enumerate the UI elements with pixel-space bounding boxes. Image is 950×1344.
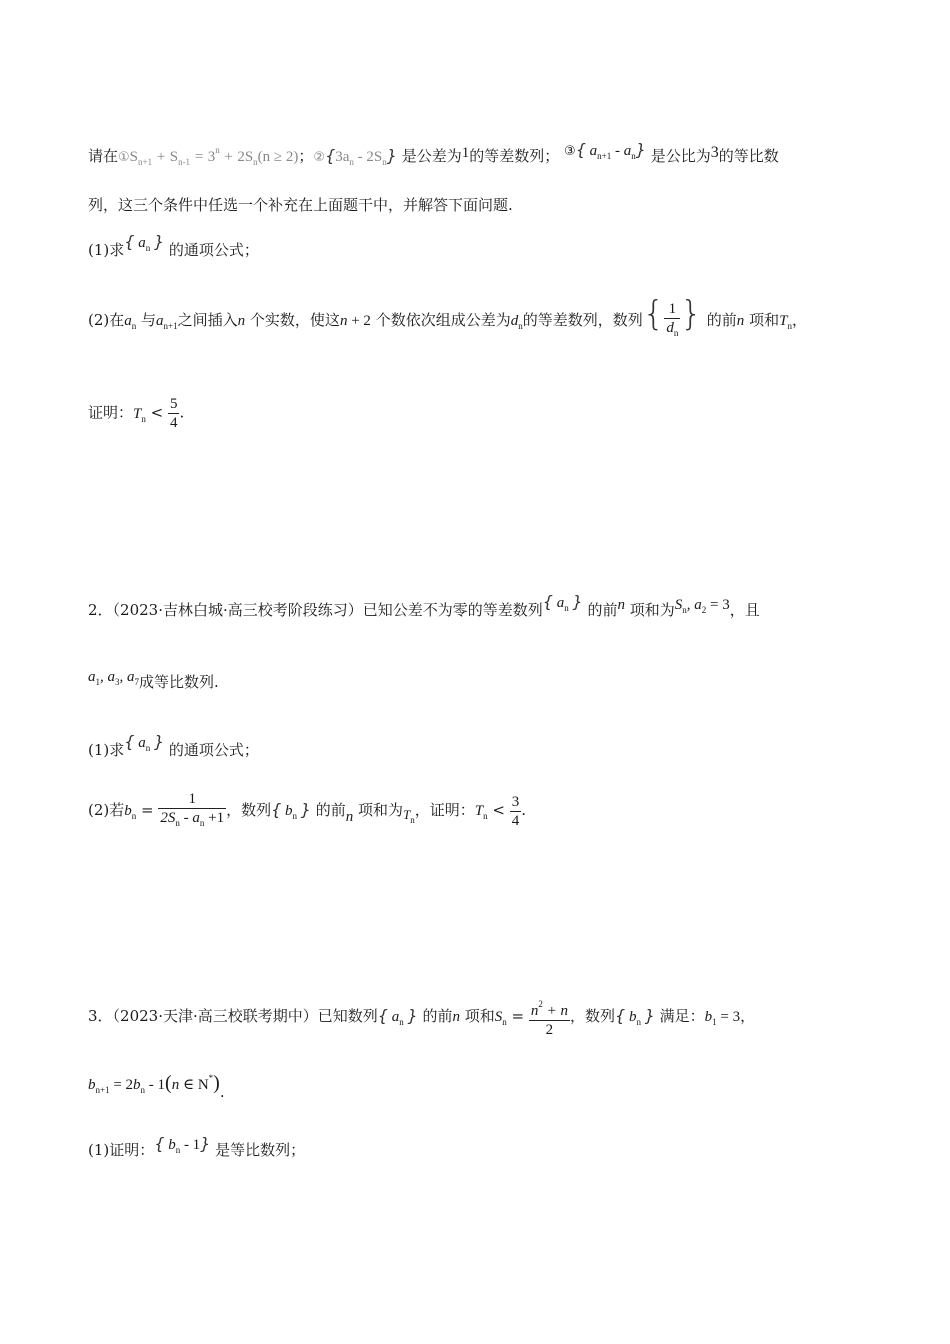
text: 的前 bbox=[587, 601, 618, 619]
source: （2023·吉林白城·高三校考阶段练习） bbox=[112, 601, 363, 619]
text: 的前 bbox=[315, 801, 346, 819]
text: 项和 bbox=[464, 1007, 495, 1025]
text: ，数列 bbox=[569, 1007, 615, 1025]
text: 的前 bbox=[706, 311, 737, 329]
text: ， bbox=[791, 311, 807, 329]
text: ， bbox=[740, 1007, 756, 1025]
text: 是公比为 bbox=[650, 147, 711, 165]
p3-line2: $b_{n+1} = 2b_n - 1(n$ ∈ N*). bbox=[88, 1072, 225, 1101]
text: 项和 bbox=[749, 311, 780, 329]
text: 请在 bbox=[88, 147, 119, 165]
text: 项和为 bbox=[629, 601, 675, 619]
problem-number: 3． bbox=[88, 1007, 113, 1025]
text: 的等差数列，数列 bbox=[522, 311, 643, 329]
p1-q1: (1)求{ $a_n$ } 的通项公式； bbox=[88, 232, 259, 259]
circled-1: ① bbox=[118, 150, 130, 165]
fraction: $\frac{3}{4}$ bbox=[511, 793, 520, 829]
fraction: $\frac{1}{d_n}$ bbox=[666, 301, 679, 338]
text: 的前 bbox=[422, 1007, 453, 1025]
text: 之间插入 bbox=[177, 311, 238, 329]
text: (1)求 bbox=[88, 741, 125, 759]
num: 1 bbox=[461, 145, 470, 161]
text: ，数列 bbox=[226, 801, 272, 819]
fraction: $\frac{5}{4}$ bbox=[169, 396, 178, 431]
text: ，且 bbox=[729, 601, 760, 619]
text: 的等差数列； bbox=[469, 147, 560, 165]
source: （2023·天津·高三校联考期中） bbox=[112, 1007, 318, 1025]
text: 已知公差不为零的等差数列 bbox=[362, 601, 543, 619]
p1-proof: 证明：$T_n$ < $\frac{5}{4}$ . bbox=[88, 396, 185, 431]
p3-stem: 3．（2023·天津·高三校联考期中）已知数列{ $a_n$ } 的前n 项和$S_n$ = $\frac{n^2 + n}{2}$ ，数列{ $b_n$ } 满足：$b_1 = 3$， bbox=[88, 995, 755, 1035]
text: (1)求 bbox=[88, 241, 125, 259]
text: 个数依次组成公差为 bbox=[375, 311, 511, 329]
text: 证明： bbox=[88, 403, 134, 422]
condition-1: $①S_{n+1} + S_{n-1} = 3^n + 2S_n(n \ge 2)$ bbox=[118, 145, 299, 167]
text: 是公差为 bbox=[401, 147, 462, 165]
text: 项和为 bbox=[358, 801, 404, 819]
fraction: $\frac{1}{2S_n - a_n +1}$ bbox=[160, 791, 225, 828]
text: 个实数，使这 bbox=[249, 311, 340, 329]
text: 满足： bbox=[659, 1007, 705, 1025]
p1-line1: 请在$①S_{n+1} + S_{n-1} = 3^n + 2S_n(n \ge 2)$；$②\{3a_n - 2S_n\}$ 是公差为1的等差数列； ③{ $a_{n+1} - a_n$} 是公比为3的等比数 bbox=[88, 140, 779, 167]
text: 与 bbox=[141, 311, 157, 329]
p3-q1: (1)证明：{ $b_n - 1$} 是等比数列； bbox=[88, 1134, 306, 1159]
condition-3: ③{ $a_{n+1} - a_n$} bbox=[564, 140, 646, 161]
problem-number: 2． bbox=[88, 601, 113, 619]
text: 是等比数列； bbox=[215, 1141, 306, 1159]
condition-2: $②\{3a_n - 2S_n\}$ bbox=[313, 146, 397, 167]
num: 3 bbox=[710, 144, 719, 161]
p1-q2: (2)在$a_n$ 与$a_{n+1}$之间插入n 个实数，使这n + 2 个数依次组成公差为$d_n$的等差数列，数列{ $\frac{1}{d_n}$ } 的前n 项和$T_n$， bbox=[88, 300, 807, 350]
text: (1)证明： bbox=[88, 1141, 155, 1159]
p2-q1: (1)求{ $a_n$ } 的通项公式； bbox=[88, 732, 259, 759]
text: (2)在 bbox=[88, 311, 125, 329]
text: 成等比数列. bbox=[139, 673, 219, 691]
p2-q2: (2)若$b_n$ = $\frac{1}{2S_n - a_n +1}$ ，数列{ $b_n$ } 的前n 项和为$T_n$，证明：$T_n$ < $\frac{3}{4}$ . bbox=[88, 790, 526, 830]
text: (2)若 bbox=[88, 801, 125, 819]
text: 的等比数 bbox=[718, 147, 779, 165]
circled-2: ② bbox=[313, 150, 326, 165]
text: 的通项公式； bbox=[168, 241, 259, 259]
fraction: $\frac{n^2 + n}{2}$ bbox=[529, 995, 570, 1039]
p2-line2: $a_1$, $a_3$, $a_7$成等比数列. bbox=[88, 669, 219, 691]
text: 已知数列 bbox=[317, 1007, 378, 1025]
p2-stem: 2．（2023·吉林白城·高三校考阶段练习）已知公差不为零的等差数列{ $a_n$ } 的前n 项和为$S_n$, $a_2 = 3$，且 bbox=[88, 592, 760, 619]
text: ，证明： bbox=[414, 801, 475, 819]
p1-line2: 列，这三个条件中任选一个补充在上面题干中，并解答下面问题. bbox=[88, 196, 513, 214]
circled-3: ③ bbox=[564, 144, 576, 159]
text: 的通项公式； bbox=[168, 741, 259, 759]
